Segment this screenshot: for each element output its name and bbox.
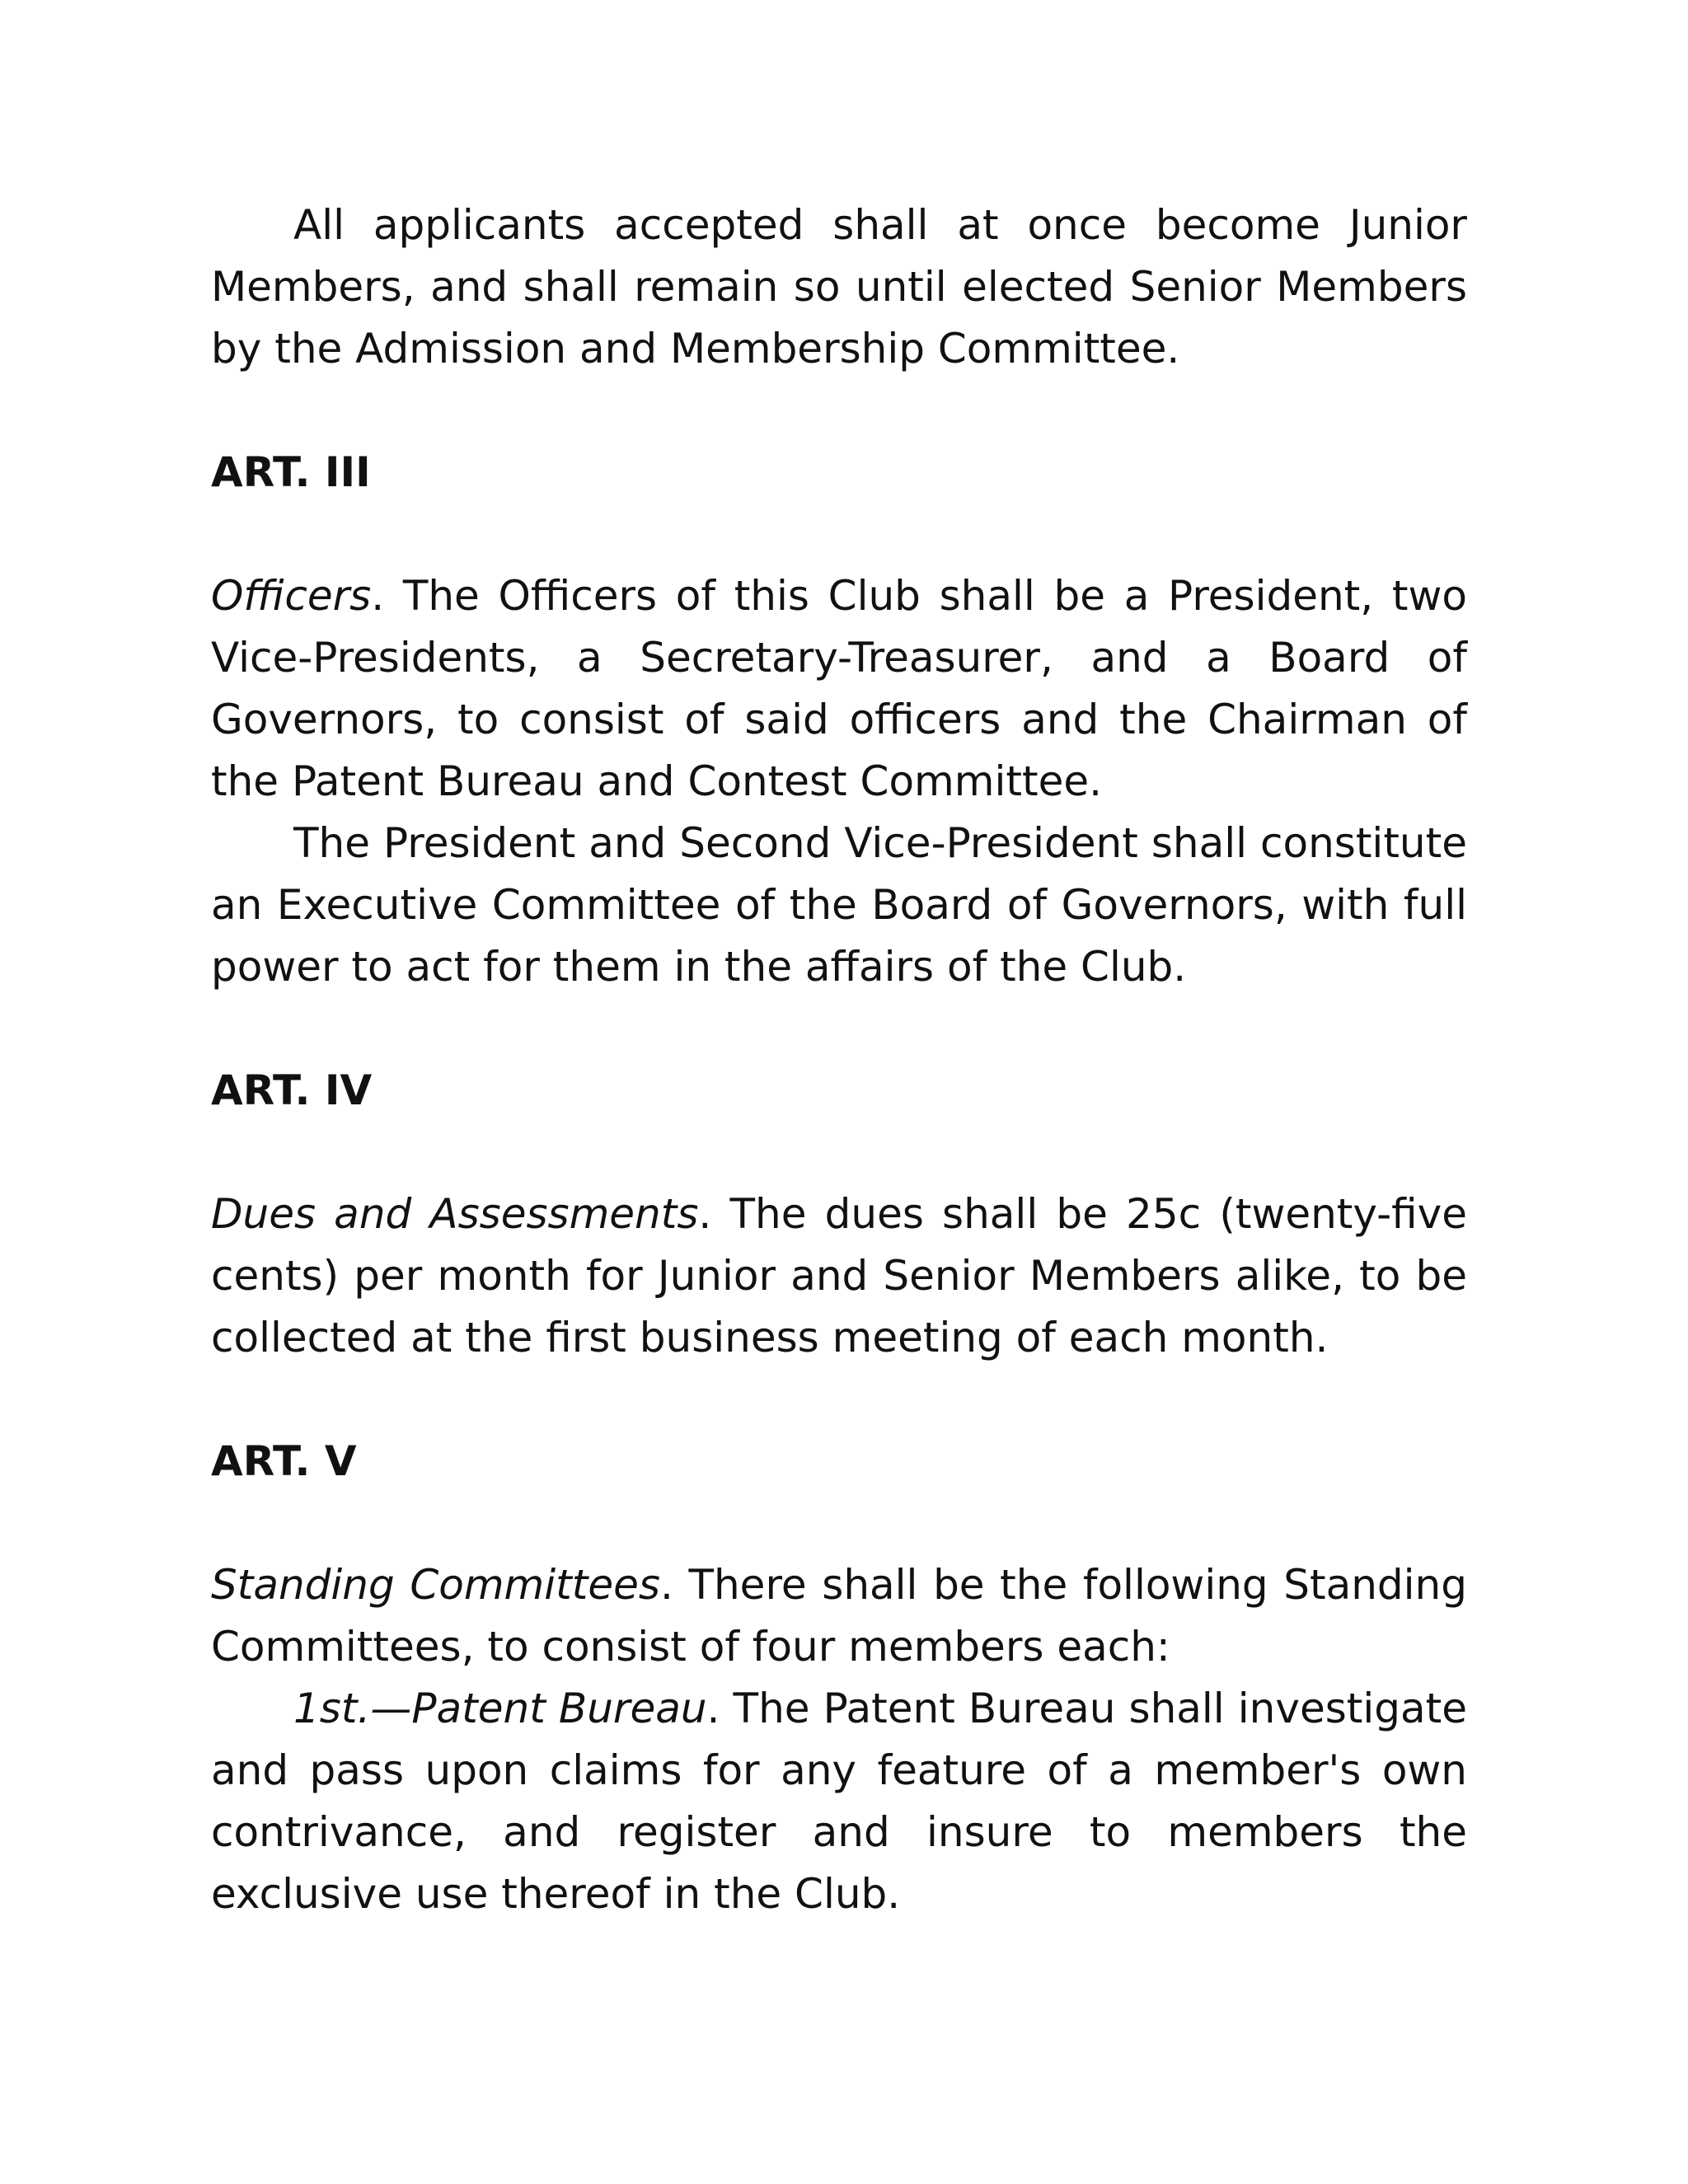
patent-bureau-term: 1st.—Patent Bureau bbox=[293, 1685, 707, 1732]
document-page bbox=[211, 194, 1467, 1925]
standing-committees-term: Standing Committees bbox=[211, 1561, 660, 1609]
dues-paragraph bbox=[211, 1183, 1467, 1369]
standing-committees-paragraph bbox=[211, 1554, 1467, 1678]
article-4-heading: ART. IV bbox=[211, 1066, 373, 1114]
executive-committee-paragraph: The President and Second Vice-President shall constitute an Executive Committee of the Board of Governors, with full power to act for them in the affairs of the Club. bbox=[211, 819, 1467, 991]
membership-paragraph: All applicants accepted shall at once become Junior Members, and shall remain so until elected Senior Members by the Admission and Membership Committee. bbox=[211, 201, 1467, 373]
article-3-heading: ART. III bbox=[211, 448, 371, 496]
officers-term: Officers bbox=[211, 572, 372, 620]
patent-bureau-text: . The Patent Bureau shall investigate and pass upon claims for any feature of a member's own contrivance, and register and insure to members the exclusive use thereof in the Club. bbox=[211, 1685, 1468, 1918]
standing-committees-text: . There shall be the following Standing Committees, to consist of four members each: bbox=[211, 1561, 1467, 1671]
dues-text: . The dues shall be 25c (twenty-five cents) per month for Junior and Senior Members alike, to be collected at the first business meeting of each month. bbox=[211, 1190, 1468, 1361]
dues-term: Dues and Assessments bbox=[211, 1190, 699, 1238]
officers-text: . The Officers of this Club shall be a President, two Vice-Presidents, a Secretary-Treasurer, and a Board of Governors, to consist of said officers and the Chairman of the Patent Bureau and Contest Committee. bbox=[211, 572, 1467, 805]
patent-bureau-paragraph bbox=[211, 1678, 1467, 1925]
officers-paragraph bbox=[211, 565, 1467, 813]
article-5-heading: ART. V bbox=[211, 1437, 357, 1485]
